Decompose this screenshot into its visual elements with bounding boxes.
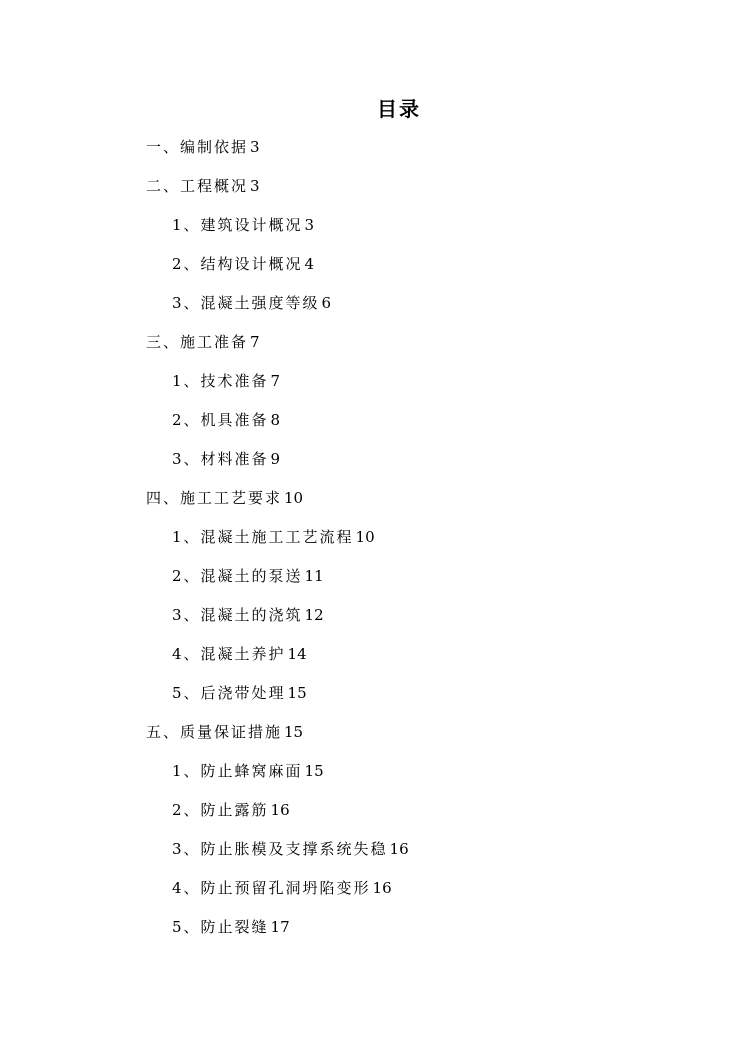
toc-entry-label: 4、防止预留孔洞坍陷变形 <box>172 879 371 897</box>
toc-subsection-entry[interactable] <box>0 833 744 872</box>
toc-page-number: 12 <box>304 606 324 624</box>
toc-entry-label: 2、结构设计概况 <box>172 255 303 273</box>
toc-page-number: 16 <box>270 801 290 819</box>
toc-page-number: 15 <box>304 762 324 780</box>
toc-page-number: 7 <box>270 372 281 390</box>
toc-entry-label: 5、防止裂缝 <box>172 918 269 936</box>
toc-page-number: 3 <box>250 177 260 195</box>
toc-subsection-entry[interactable] <box>0 638 744 677</box>
toc-page-number: 6 <box>321 294 332 312</box>
toc-entry-label: 3、防止胀模及支撑系统失稳 <box>172 840 388 858</box>
toc-entry-label: 三、施工准备 <box>146 333 249 351</box>
toc-page-number: 3 <box>304 216 315 234</box>
toc-entry-label: 3、材料准备 <box>172 450 269 468</box>
table-of-contents <box>0 131 744 950</box>
toc-subsection-entry[interactable] <box>0 404 744 443</box>
toc-subsection-entry[interactable] <box>0 365 744 404</box>
toc-entry-label: 5、后浇带处理 <box>172 684 286 702</box>
toc-entry-label: 1、防止蜂窝麻面 <box>172 762 303 780</box>
toc-subsection-entry[interactable] <box>0 521 744 560</box>
toc-entry-label: 2、防止露筋 <box>172 801 269 819</box>
toc-entry-label: 五、质量保证措施 <box>146 723 283 741</box>
toc-page-number: 15 <box>287 684 307 702</box>
toc-entry-label: 二、工程概况 <box>146 177 249 195</box>
toc-entry-label: 1、技术准备 <box>172 372 269 390</box>
toc-subsection-entry[interactable] <box>0 677 744 716</box>
toc-subsection-entry[interactable] <box>0 755 744 794</box>
toc-entry-label: 1、混凝土施工工艺流程 <box>172 528 354 546</box>
page-title: 目录 <box>377 97 421 121</box>
toc-page-number: 16 <box>389 840 409 858</box>
toc-subsection-entry[interactable] <box>0 248 744 287</box>
toc-subsection-entry[interactable] <box>0 599 744 638</box>
toc-page-number: 10 <box>284 489 304 507</box>
toc-page-number: 11 <box>304 567 324 585</box>
toc-subsection-entry[interactable] <box>0 209 744 248</box>
toc-section-entry[interactable] <box>0 170 744 209</box>
toc-subsection-entry[interactable] <box>0 287 744 326</box>
toc-page-number: 3 <box>250 138 260 156</box>
toc-section-entry[interactable] <box>0 716 744 755</box>
toc-page-number: 14 <box>287 645 307 663</box>
toc-page-number: 15 <box>284 723 304 741</box>
toc-page-number: 7 <box>250 333 260 351</box>
toc-entry-label: 2、机具准备 <box>172 411 269 429</box>
toc-subsection-entry[interactable] <box>0 794 744 833</box>
toc-section-entry[interactable] <box>0 326 744 365</box>
toc-page-number: 10 <box>355 528 375 546</box>
toc-entry-label: 3、混凝土强度等级 <box>172 294 320 312</box>
toc-page-number: 17 <box>270 918 290 936</box>
toc-entry-label: 四、施工工艺要求 <box>146 489 283 507</box>
toc-subsection-entry[interactable] <box>0 443 744 482</box>
toc-entry-label: 一、编制依据 <box>146 138 249 156</box>
toc-entry-label: 1、建筑设计概况 <box>172 216 303 234</box>
toc-subsection-entry[interactable] <box>0 560 744 599</box>
toc-entry-label: 4、混凝土养护 <box>172 645 286 663</box>
toc-page-number: 9 <box>270 450 281 468</box>
toc-page-number: 16 <box>372 879 392 897</box>
toc-subsection-entry[interactable] <box>0 872 744 911</box>
toc-section-entry[interactable] <box>0 482 744 521</box>
toc-page-number: 8 <box>270 411 281 429</box>
toc-subsection-entry[interactable] <box>0 911 744 950</box>
toc-entry-label: 3、混凝土的浇筑 <box>172 606 303 624</box>
toc-entry-label: 2、混凝土的泵送 <box>172 567 303 585</box>
toc-section-entry[interactable] <box>0 131 744 170</box>
toc-page-number: 4 <box>304 255 315 273</box>
